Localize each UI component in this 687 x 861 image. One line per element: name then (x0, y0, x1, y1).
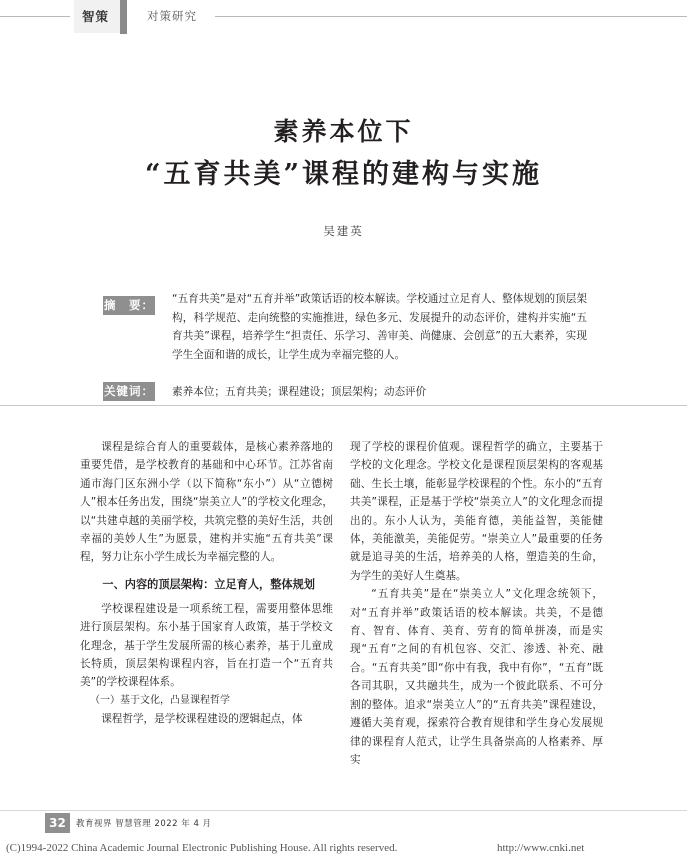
abstract-text: “五育共美”是对“五育并举”政策话语的校本解读。学校通过立足育人、整体规划的顶层架构，科学规范、走向统整的实施推进，绿色多元、发展提升的动态评价，建构并实施“五育共美”课程，培养学生“担责任、乐学习、善审美、尚健康、会创意”的五大素养，实现学生全面和谐的成长，让学生成为幸福完整的人。 (172, 293, 587, 361)
header-section-label: 智策 (82, 9, 110, 24)
copyright-notice: (C)1994-2022 China Academic Journal Electronic Publishing House. All rights reserved. (6, 842, 398, 854)
author-name: 吴建英 (323, 224, 364, 238)
continued-paragraph: 现了学校的课程价值观。课程哲学的确立，主要基于学校的文化理念。学校文化是课程顶层架构的客观基础、生长土壤，能彰显学校课程的个性。东小的“五育共美”课程，正是基于学校“崇美立人”的文化理念而提出的。东小人认为，美能育德，美能益智，美能健体，美能激美，美能促劳。“崇美立人”最重要的任务就是追寻美的生活，培养美的人格，塑造美的生命，为学生的美好人生奠基。 (350, 441, 603, 582)
keywords-label: 关键词： (103, 382, 155, 401)
keywords-divider (0, 405, 687, 406)
keywords-text: 素养本位；五育共美；课程建设；顶层架构；动态评价 (172, 386, 427, 398)
intro-paragraph: 课程是综合育人的重要载体，是核心素养落地的重要凭借，是学校教育的基础和中心环节。江苏省南通市海门区东洲小学（以下简称“东小”）从“立德树人”根本任务出发，围绕“崇美立人”的学校文化理念，以“共建卓越的美丽学校，共筑完整的美好生活，共创幸福的美妙人生”为愿景，建构并实施“五育共美”课程，努力让东小学生成长为幸福完整的人。 (80, 441, 333, 564)
article-title-line2: “五育共美”课程的建构与实施 (144, 159, 543, 190)
header-rule-left (0, 16, 70, 17)
page-number: 32 (49, 816, 66, 830)
body-right-column (350, 438, 603, 769)
section-heading-1: 一、内容的顶层架构：立足育人，整体规划 (102, 577, 315, 591)
body-left-column (80, 438, 333, 729)
article-title-line1: 素养本位下 (273, 117, 414, 146)
journal-name: 教育视界 智慧管理 2022 年 4 月 (76, 819, 212, 829)
header-column-label: 对策研究 (147, 9, 197, 23)
subsection-heading-1: （一）基于文化，凸显课程哲学 (90, 694, 230, 706)
footer-rule (0, 810, 687, 811)
header-rule-right (215, 16, 687, 17)
section1-paragraph: 学校课程建设是一项系统工程，需要用整体思维进行顶层架构。东小基于国家育人政策，基于学校文化理念，基于学生发展所需的核心素养，基于儿童成长特质，顶层架构课程内容，旨在打造一个“五育共美”的学校课程体系。 (80, 602, 333, 689)
header-accent-bar (120, 0, 127, 34)
website-link[interactable]: http://www.cnki.net (497, 842, 585, 854)
subsection1-paragraph-start: 课程哲学，是学校课程建设的逻辑起点，体 (101, 713, 303, 726)
abstract-label: 摘 要： (103, 296, 155, 315)
wuyu-gongmei-paragraph: “五育共美”是在“崇美立人”文化理念统领下，对“五育并举”政策话语的校本解读。共美，不是德育、智育、体育、美育、劳育的简单拼凑，而是实现“五育”之间的有机包容、交汇、渗透、补充、融合。“五育共美”即“你中有我，我中有你”，“五育”既各司其职，又共融共生，成为一个彼此联系、不可分割的整体。追求“崇美立人”的“五育共美”课程建设，遵循大美育观，探索符合教育规律和学生身心发展规律的课程育人范式，让学生具备崇高的人格素养、厚实 (350, 588, 603, 766)
